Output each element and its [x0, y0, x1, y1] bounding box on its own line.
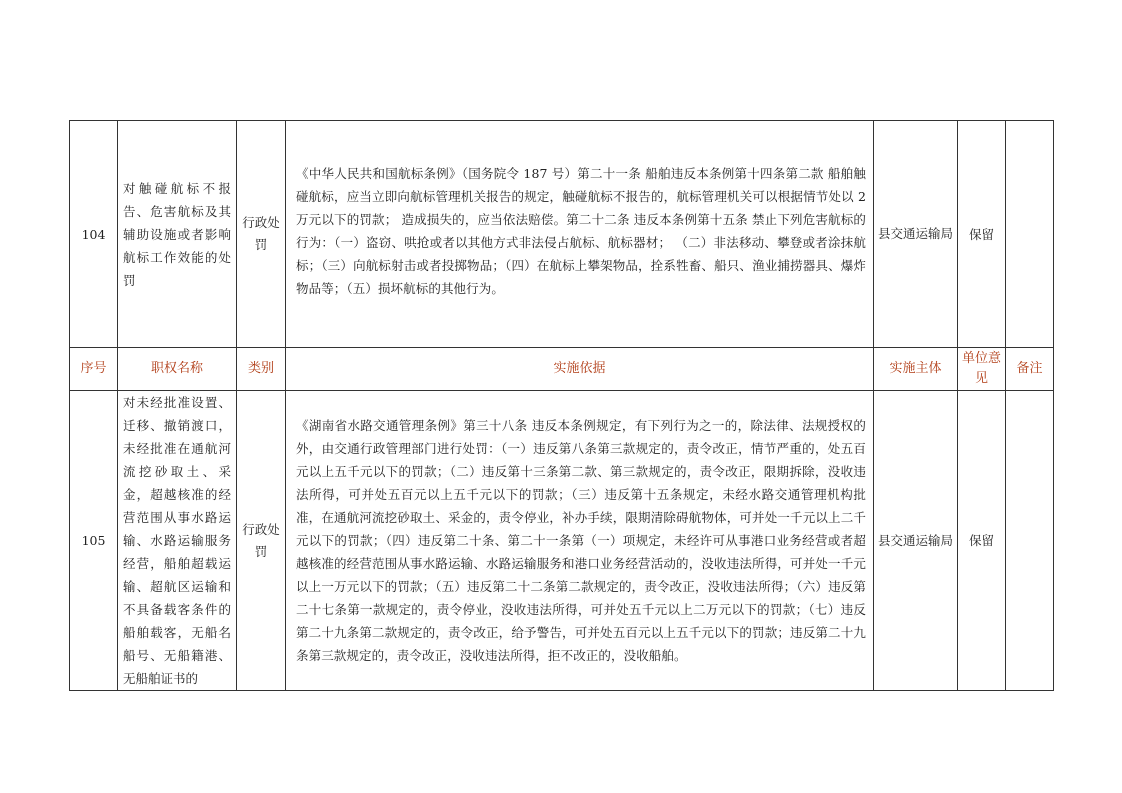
- row-number: 105: [70, 391, 118, 691]
- legal-basis-text: 《中华人民共和国航标条例》（国务院令 187 号）第二十一条 船舶违反本条例第十四条第二款 船舶触碰航标，应当立即向航标管理机关报告的规定，触碰航标不报告的，航标管理机关可以根据情节处以 2 万元以下的罚款； 造成损失的，应当依法赔偿。第二十二条 违反本条例第十五条 禁止下列危害航标的行为：（一）盗窃、哄抢或者以其他方式非法侵占航标、航标器材； （二）非法移动、攀登或者涂抹航标；（三）向航标射击或者投掷物品；（四）在航标上攀架物品，拴系牲畜、船只、渔业捕捞器具、爆炸物品等；（五）损坏航标的其他行为。: [296, 166, 866, 296]
- unit-opinion: 保留: [958, 121, 1006, 348]
- implementing-body: 县交通运输局: [874, 121, 958, 348]
- header-opinion: 单位意见: [958, 348, 1006, 391]
- table-row: [70, 391, 1054, 691]
- header-num: 序号: [70, 348, 118, 391]
- remark: [1006, 391, 1054, 691]
- power-name: 对触碰航标不报告、危害航标及其辅助设施或者影响航标工作效能的处罚: [118, 121, 237, 348]
- header-type: 类别: [237, 348, 286, 391]
- table-row: [70, 121, 1054, 348]
- remark: [1006, 121, 1054, 348]
- implementing-body: 县交通运输局: [874, 391, 958, 691]
- header-basis: 实施依据: [286, 348, 874, 391]
- unit-opinion: 保留: [958, 391, 1006, 691]
- legal-basis-text: 《湖南省水路交通管理条例》第三十八条 违反本条例规定，有下列行为之一的，除法律、法规授权的外，由交通行政管理部门进行处罚：（一）违反第八条第三款规定的，责令改正，情节严重的，处五百元以上五千元以下的罚款；（二）违反第十三条第二款、第三款规定的，责令改正，限期拆除，没收违法所得，可并处五百元以上五千元以下的罚款；（三）违反第十五条规定，未经水路交通管理机构批准，在通航河流挖砂取土、采金的，责令停业，补办手续，限期清除碍航物体，可并处一千元以上二千元以下的罚款；（四）违反第二十条、第二十一条第（一）项规定，未经许可从事港口业务经营或者超越核准的经营范围从事水路运输、水路运输服务和港口业务经营活动的，没收违法所得，可并处一千元以上一万元以下的罚款；（五）违反第二十二条第二款规定的，责令改正，没收违法所得；（六）违反第二十七条第一款规定的，责令停业，没收违法所得，可并处五千元以上二万元以下的罚款；（七）违反第二十九条第二款规定的，责令改正，给予警告，可并处五百元以上五千元以下的罚款；违反第二十九条第三款规定的，责令改正，没收违法所得，拒不改正的，没收船舶。: [296, 418, 866, 663]
- row-number: 104: [70, 121, 118, 348]
- legal-basis: [286, 121, 874, 348]
- header-remark: 备注: [1006, 348, 1054, 391]
- power-type: 行政处罚: [237, 121, 286, 348]
- power-name: 对未经批准设置、迁移、撤销渡口，未经批准在通航河流挖砂取土、采金，超越核准的经营范围从事水路运输、水路运输服务经营，船舶超载运输、超航区运输和不具备载客条件的船舶载客，无船名船号、无船籍港、无船舶证书的: [118, 391, 237, 691]
- table-header-row: [70, 348, 1054, 391]
- powers-table: [69, 120, 1054, 691]
- power-type: 行政处罚: [237, 391, 286, 691]
- legal-basis: [286, 391, 874, 691]
- header-name: 职权名称: [118, 348, 237, 391]
- header-subject: 实施主体: [874, 348, 958, 391]
